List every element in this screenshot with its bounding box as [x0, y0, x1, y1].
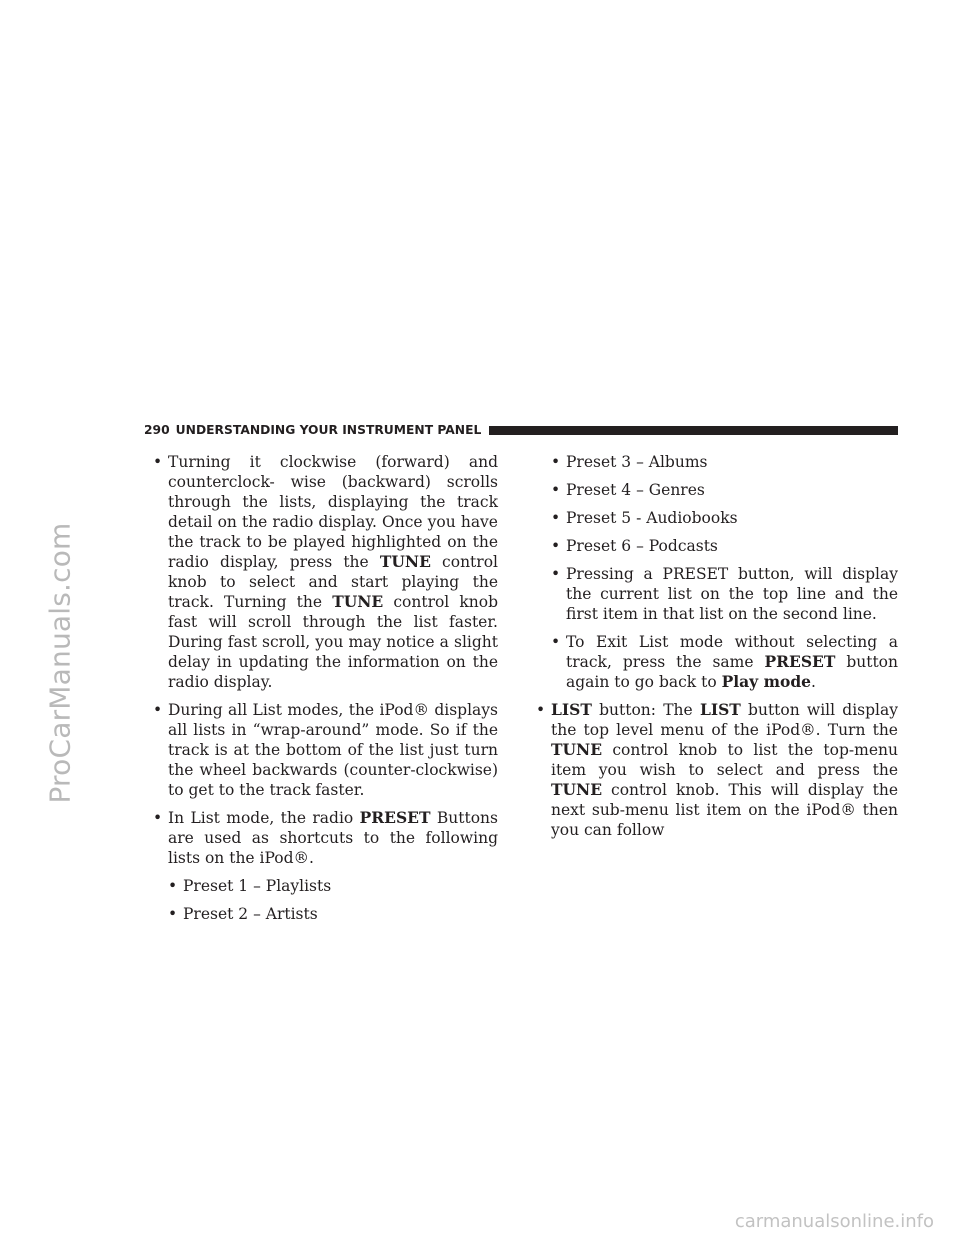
- keyword: PRESET: [359, 808, 431, 827]
- keyword: LIST: [551, 700, 592, 719]
- right-column: [536, 452, 898, 848]
- bullet: •: [551, 565, 561, 583]
- item-text: Buttons are used as shortcuts to the following lists on the iPod®.: [168, 809, 498, 867]
- item-text: control knob. This will display the next sub-menu list item on the iPod® then you can follow: [551, 781, 898, 839]
- keyword: TUNE: [379, 552, 431, 571]
- list-item: [536, 700, 898, 840]
- list-item: [153, 808, 498, 868]
- item-text: In List mode, the radio: [168, 809, 360, 827]
- keyword: LIST: [699, 700, 741, 719]
- bullet: •: [551, 453, 561, 471]
- header-rule: [489, 426, 898, 435]
- item-text: control knob fast will scroll through the list faster. During fast scroll, you may notice a slight delay in updating the information on the radio display.: [168, 593, 499, 691]
- preset-item: [168, 876, 498, 896]
- item-text: button again to go back to: [566, 653, 899, 691]
- bullet: •: [551, 633, 561, 651]
- bullet: •: [168, 905, 178, 923]
- keyword: TUNE: [551, 740, 603, 759]
- bullet: •: [153, 453, 163, 471]
- preset-label: Preset 5 - Audiobooks: [566, 509, 738, 527]
- bullet: •: [551, 509, 561, 527]
- keyword: TUNE: [551, 780, 603, 799]
- item-text: control knob to list the top-menu item you wish to select and press the: [551, 741, 898, 779]
- side-watermark: ProCarManuals.com: [43, 522, 77, 804]
- item-text: To Exit List mode without selecting a track, press the same: [566, 633, 898, 671]
- keyword: Play mode: [721, 672, 812, 691]
- left-column: [153, 452, 498, 932]
- preset-item: [551, 508, 898, 528]
- preset-label: Preset 6 – Podcasts: [566, 537, 718, 555]
- preset-item: [551, 452, 898, 472]
- bullet: •: [551, 481, 561, 499]
- list-item: [551, 632, 898, 692]
- page-header: [144, 422, 898, 438]
- preset-label: Preset 4 – Genres: [566, 481, 705, 499]
- preset-item: [551, 536, 898, 556]
- keyword: TUNE: [332, 592, 384, 611]
- item-text: During all List modes, the iPod® displays all lists in “wrap-around” mode. So if the track is at the bottom of the list just turn the wheel backwards (counter-clockwise) to get to the track faster.: [168, 701, 498, 799]
- list-item: [551, 564, 898, 624]
- list-item: [153, 700, 498, 800]
- item-text: .: [811, 673, 816, 691]
- item-text: Pressing a PRESET button, will display the current list on the top line and the first item in that list on the second line.: [566, 565, 898, 623]
- preset-label: Preset 2 – Artists: [183, 905, 318, 923]
- bottom-watermark: carmanualsonline.info: [734, 1211, 934, 1232]
- item-text: button: The: [591, 701, 700, 719]
- keyword: PRESET: [764, 652, 836, 671]
- bullet: •: [551, 537, 561, 555]
- bullet: •: [153, 701, 163, 719]
- preset-label: Preset 3 – Albums: [566, 453, 708, 471]
- bullet: •: [536, 701, 546, 719]
- preset-item: [551, 480, 898, 500]
- item-text: Turning it clockwise (forward) and counterclock- wise (backward) scrolls through the lists, displaying the track detail on the radio display. Once you have the track to be played highlighted on the radio display, press the: [168, 453, 498, 571]
- preset-label: Preset 1 – Playlists: [183, 877, 332, 895]
- item-text: button will display the top level menu of the iPod®. Turn the: [551, 701, 898, 739]
- bullet: •: [168, 877, 178, 895]
- item-text: control knob to select and start playing the track. Turning the: [168, 553, 498, 611]
- bullet: •: [153, 809, 163, 827]
- section-title: UNDERSTANDING YOUR INSTRUMENT PANEL: [175, 423, 482, 437]
- page-number: 290: [144, 423, 170, 437]
- list-item: [153, 452, 498, 692]
- preset-item: [168, 904, 498, 924]
